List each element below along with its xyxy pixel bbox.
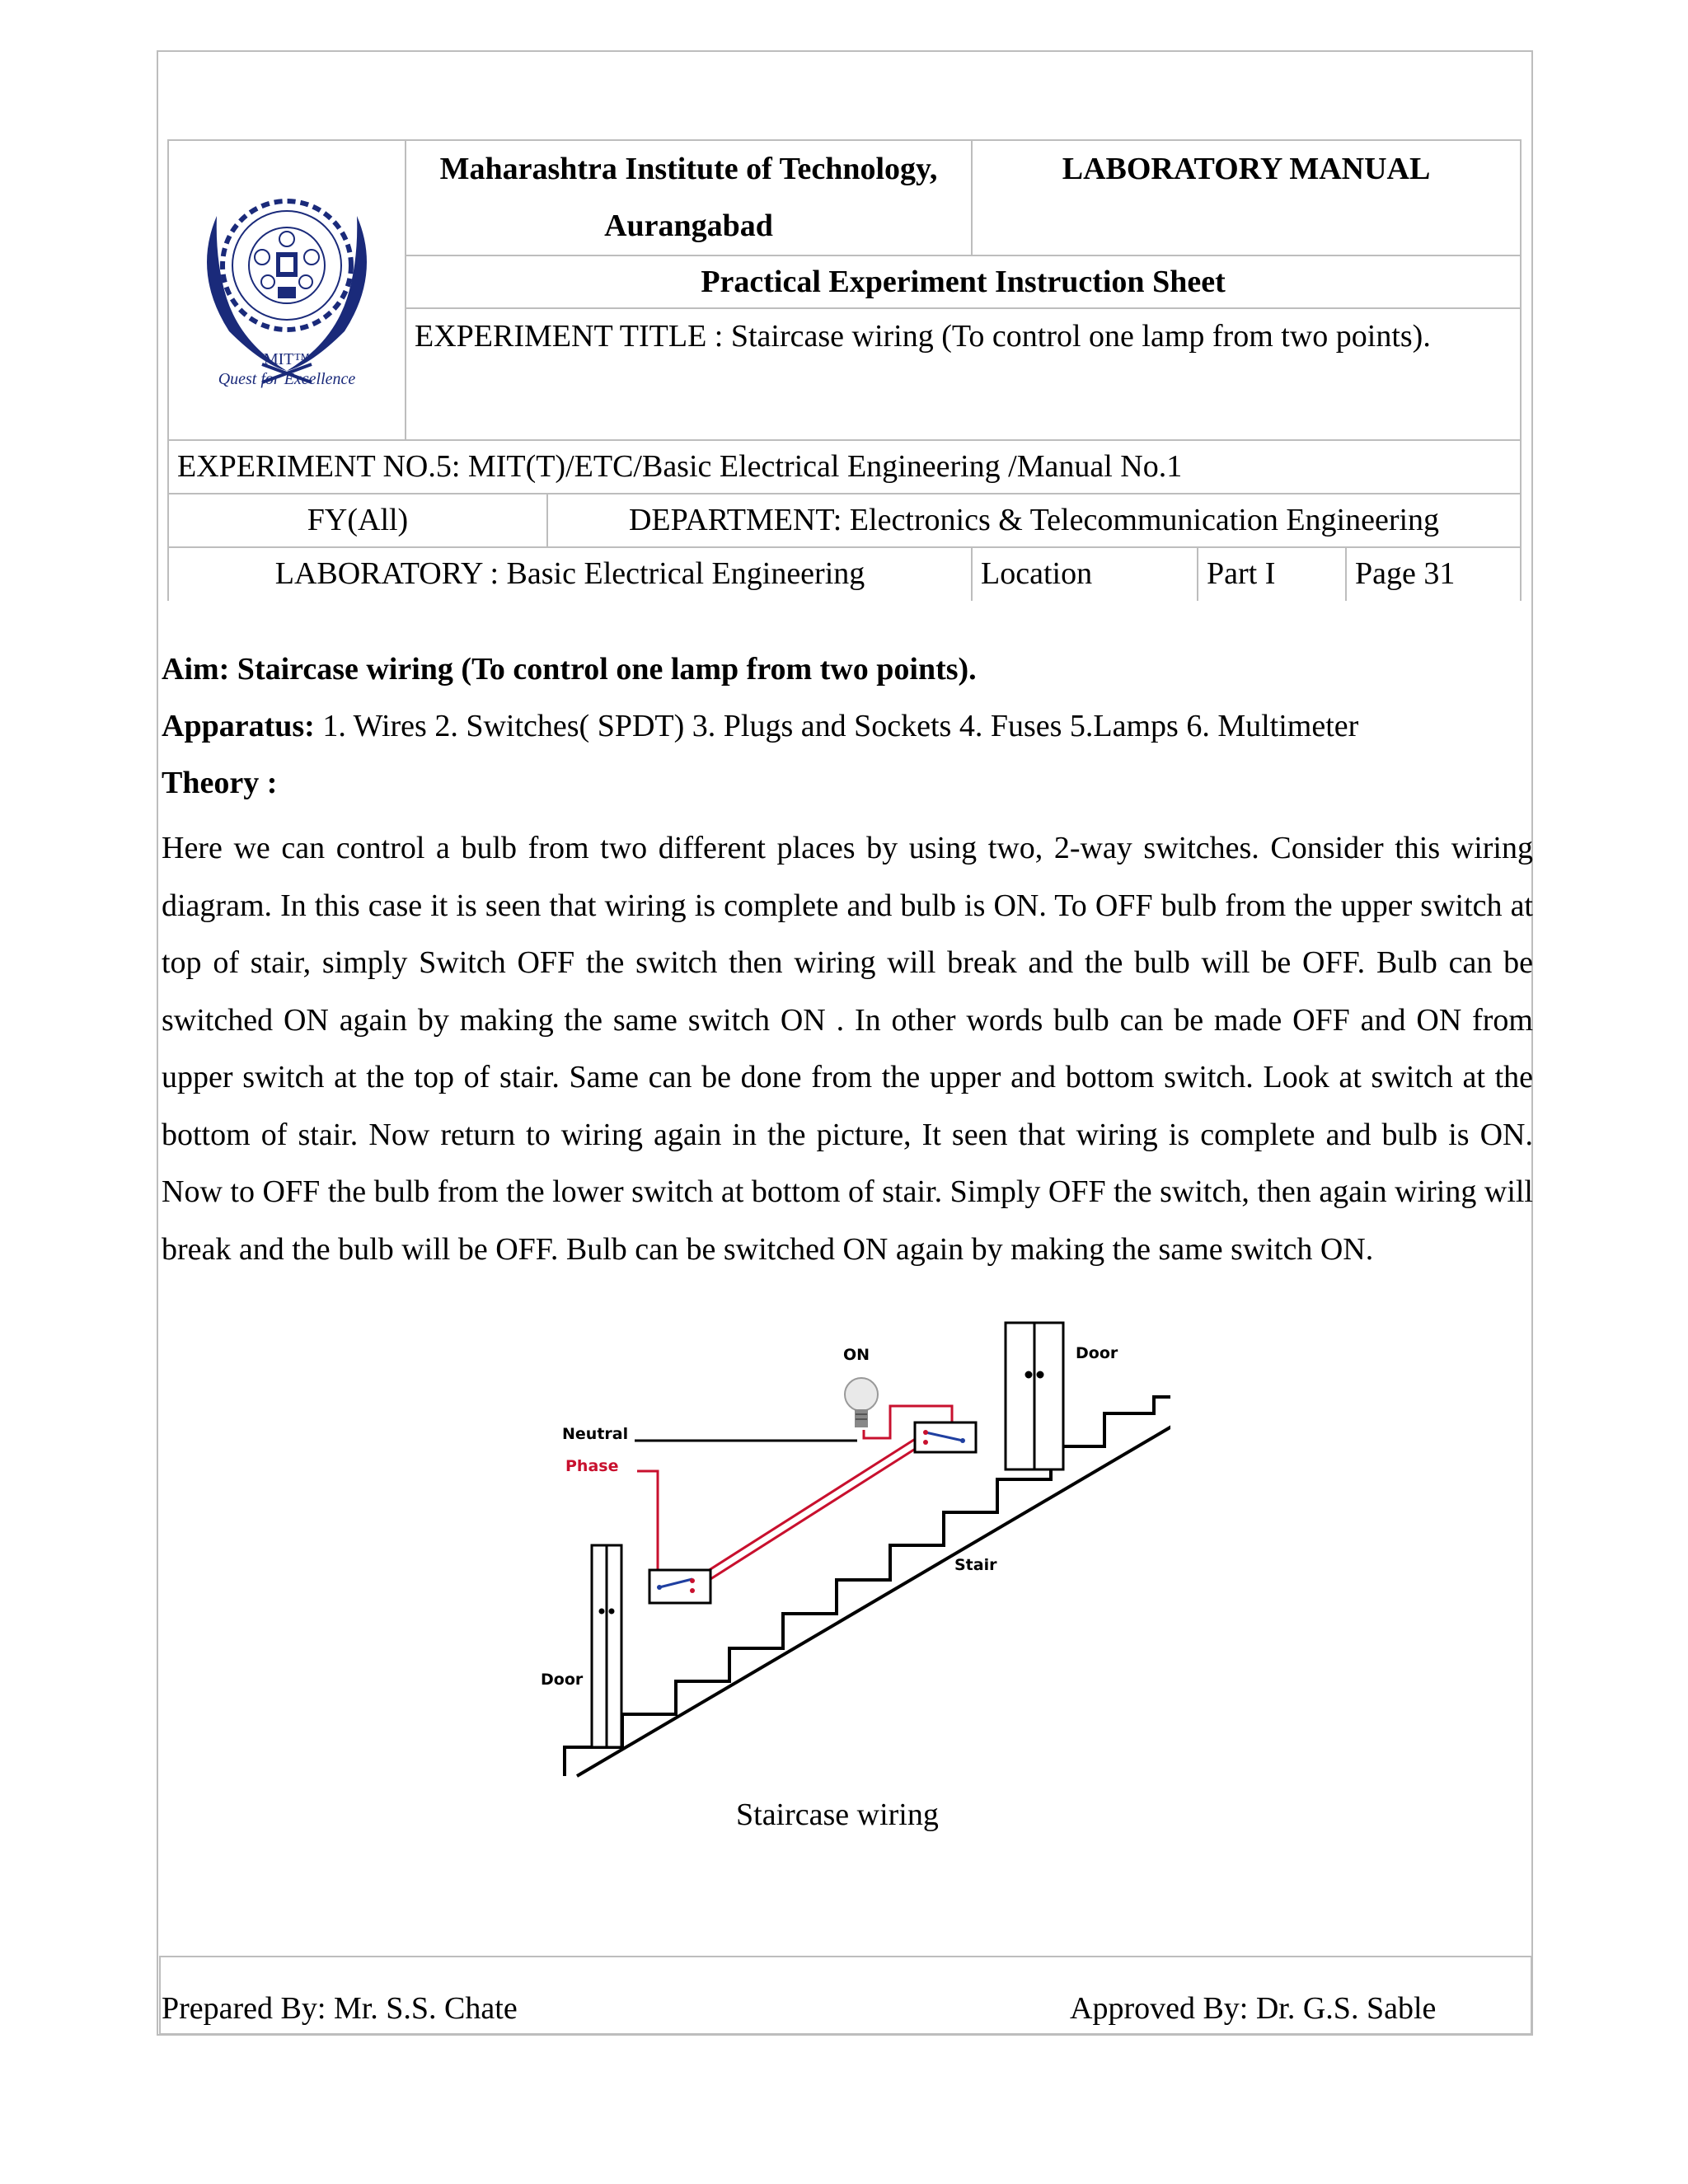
location: Location (981, 556, 1093, 591)
label-door-bottom: Door (541, 1671, 584, 1689)
prepared-by: Prepared By: Mr. S.S. Chate (162, 1991, 518, 2026)
phase-wire (637, 1471, 668, 1581)
institute-name-cell (406, 140, 972, 255)
lower-switch (649, 1570, 710, 1603)
experiment-title-cell (406, 308, 1521, 440)
part-cell (1198, 547, 1346, 601)
apparatus-label: Apparatus: (162, 709, 315, 743)
page-number: Page 31 (1355, 556, 1456, 591)
part: Part I (1207, 556, 1276, 591)
logo-brand: MIT™ (263, 350, 311, 368)
upper-switch (915, 1422, 976, 1452)
sheet-title: Practical Experiment Instruction Sheet (701, 265, 1226, 299)
laboratory-cell (168, 547, 972, 601)
manual-title: LABORATORY MANUAL (1062, 152, 1431, 186)
manual-title-cell (972, 140, 1521, 255)
logo-cell (168, 140, 406, 440)
bulb-icon (845, 1378, 878, 1427)
institute-line1: Maharashtra Institute of Technology, (439, 152, 938, 186)
theory-heading: Theory : (162, 766, 278, 800)
label-on: ON (843, 1346, 870, 1364)
aim: Aim: Staircase wiring (To control one lamp from two points). (162, 652, 977, 687)
department: DEPARTMENT: Electronics & Telecommunication Engineering (628, 503, 1440, 537)
bottom-door (592, 1545, 621, 1747)
label-door-top: Door (1076, 1344, 1118, 1362)
apparatus (162, 708, 1358, 744)
approved-by: Approved By: Dr. G.S. Sable (1070, 1991, 1437, 2026)
experiment-no: EXPERIMENT NO.5: MIT(T)/ETC/Basic Electrical Engineering /Manual No.1 (177, 449, 1183, 484)
year: FY(All) (307, 503, 409, 537)
top-door (1006, 1323, 1063, 1469)
page-number-cell (1346, 547, 1521, 601)
institute-line2: Aurangabad (604, 209, 773, 243)
theory-paragraph (162, 820, 1533, 1278)
diagram-caption: Staircase wiring (736, 1797, 939, 1832)
laboratory: LABORATORY : Basic Electrical Engineering (274, 556, 865, 591)
experiment-no-cell (168, 440, 1521, 494)
mit-logo (184, 166, 390, 405)
label-neutral: Neutral (562, 1425, 629, 1443)
theory-text: Here we can control a bulb from two different places by using two, 2-way switches. Consider this wiring diagram. In this case it is seen that wiring is complete and bulb is ON. To OFF bulb from the upper switch at top of stair, simply Switch OFF the switch then wiring will break and the bulb will be OFF. Bulb can be switched ON again by making the same switch ON . In other words bulb can be made OFF and ON from upper switch at the top of stair. Same can be done from the upper and bottom switch. Look at switch at the bottom of stair. Now return to wiring again in the picture, It seen that wiring is complete and bulb is ON. Now to OFF the bulb from the lower switch at bottom of stair. Simply OFF the switch, then again wiring will break and the bulb will be OFF. Bulb can be switched ON again by making the same switch ON. (162, 831, 1533, 1267)
label-stair: Stair (954, 1556, 997, 1574)
staircase-wiring-diagram (528, 1319, 1170, 1780)
logo-tagline: Quest for Excellence (218, 370, 356, 388)
label-phase: Phase (565, 1457, 619, 1475)
sheet-title-cell (406, 255, 1521, 308)
year-cell (168, 494, 547, 547)
experiment-title: EXPERIMENT TITLE : Staircase wiring (To control one lamp from two points). (415, 319, 1431, 354)
department-cell (547, 494, 1521, 547)
apparatus-text: 1. Wires 2. Switches( SPDT) 3. Plugs and Sockets 4. Fuses 5.Lamps 6. Multimeter (314, 709, 1359, 743)
location-cell (972, 547, 1198, 601)
header-table (167, 139, 1522, 601)
